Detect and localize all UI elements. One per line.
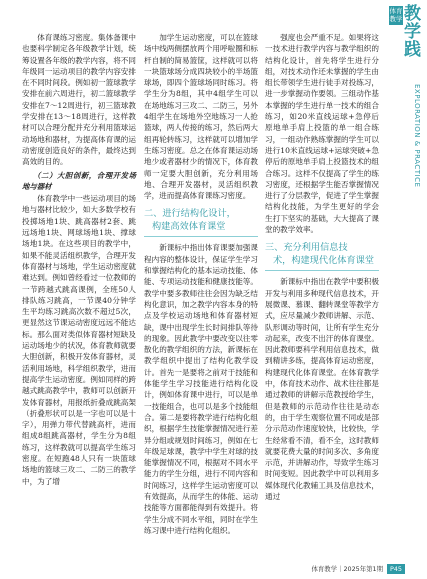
section-heading: [144, 207, 258, 237]
section-heading-line-2: 构建高效体育课堂: [152, 221, 226, 233]
journal-tag: 体育教学: [389, 6, 403, 25]
section-heading: [265, 241, 379, 271]
section-heading-line-2: 术，构建现代化体育课堂: [273, 255, 375, 267]
paragraph: 加学生运动密度，可以在篮球场中线两侧摆放两个用呼啦圈和标杆自制的简易篮筐，这样就可以将一块篮球场分成四块较小的半场篮球场，即四个篮球场同时练习。将学生分为8组，其中4组学生可以在场地练习三攻二、二防三，另外4组学生在场地外空地练习一人抢篮球，两人传接的练习，然后两大组再轮转练习，这样就可以增加学生练习密度。总之在体育课运动场地少或者器材少的情况下，体育教师一定要大胆创新，充分利用场地、合理开发器材，灵活组织教学，进而提高体育课练习密度。: [144, 33, 258, 201]
journal-issue: 体育教学｜2025年第1期: [311, 565, 383, 573]
column-2: [144, 32, 258, 536]
paragraph: 体育教学中一些运动项目的场地与器材比较少，如大多数学校有投掷场地1块、跳高器材2套、跳远场地1块、网球场地1块、撑球场地1块。在这些项目的教学中，如果不能灵活组织教学，合理开发体育器材与场地，学生运动密度就难达到。例如曾经看过一位教师的一节跨越式跳高课例，全班50人排队练习跳高，一节课40分钟学生平均练习跳高次数不超过5次，更显然这节课运动密度远远不能达标。那么面对类似体育器材短缺及运动场地少的状况，体育教师就要大胆创新，积极开发体育器材，灵活利用场地，科学组织教学，进而提高学生运动密度。例如同样的跨越式跳高教学中，教师可以创新开发体育器材，用报纸折叠成跳高架（折叠形状可以是一字也可以是十字），用弹力带代替跳高杆，进而组成8组跳高器材，学生分为8组练习，这样教就可以提高学生练习密度。在短跑48人只有一块篮球场地的篮球三攻二、二防三的教学中，为了增: [22, 194, 136, 486]
section-sidebar: [389, 0, 427, 579]
column-3: [265, 32, 379, 502]
column-1: [22, 32, 136, 487]
paragraph: 体育课练习密度。集体备课中也要科学制定各年级教学计划，统筹设置各年级的教学内容，将不同年级同一运动项目的教学内容安排在不同时间段。例如初一篮球教学安排在前六周进行，初二篮球教学安排在7～12周进行，初三篮球教学安排在13～18周进行，这样教材可以合理分配并充分利用篮球运动场地和器材，为提高体育课的运动密度创造良好的条件，最终达到高效的目的。: [22, 33, 136, 167]
page-footer: [312, 564, 405, 573]
section-title-english: EXPLORATION & PRACTICE: [413, 84, 421, 188]
section-heading-line-1: 二、进行结构化设计，: [144, 208, 236, 220]
paragraph: 新课标中指出体育课要加强课程内容的整体设计，保证学生学习和掌握结构化的基本运动技能、体能、专项运动技能和健康技能等。教学中要多教师往往会因为缺乏结构化意识，加之教学内容本身的特点及学校运动场地和体育器材短缺，课中出现学生长时间排队等待的现象。因此教学中要改变以往零散化的教学组织的方法，新课标在教学组织中提出了结构化教学设计。首先一是要将之前对于技能和体能学生学习技能进行结构化设计，例如体育课中进行，可以是单一技能组合，也可以是多个技能组合。第二是要将教学进行结构化组织，根据学生技能掌握情况进行差异分组或规划时间练习，例如在七年级足球课，教学中学生对球的技能掌握情况不同，根据对不同水平能力的学生分组，进行不同内容和时间练习，这样学生运动密度可以有效提高，从而学生的体能、运动技能等方面都能得到有效提升。将学生分成不同水平组，同时在学生练习课中进行结构化组织。: [144, 243, 258, 535]
paragraph: 强度也会严重不足。如果将这一技术进行教学内容与教学组织的结构化设计，首先将学生进行分组，对技术动作还未掌握的学生由组长带领学生进行徒手对投练习，进一步掌握动作要领。三组动作基本掌握的学生进行单一技术的组合练习，如20米直线运球+急停后原地单手肩上投篮的单一组合练习，一组动作熟练掌握的学生可以进行10米直线运球+运球突破+急停后的原地单手肩上投篮技术的组合练习。这样不仅提高了学生的练习密度，还根据学生能否掌握情况进行了分层教学，促进了学生掌握结构化技能，为学生更好的学会 生打下坚实的基础，大大提高了课堂的教学效率。: [265, 33, 379, 235]
paragraph: 新课标中指出在教学中要积极开发与利用多种现代信息技术，开展微课、慕课、翻转课堂等教学方式，应尽量减少教师讲解、示范、队形调动等时间，让所有学生充分动起来，改变不出汗的体育课堂。因此教师要科学利用信息技术，做到精讲多练，提高体育运动密度，构建现代化体育课堂。在体育教学中，体育技术动作、战术往往都是通过教师的讲解示范教授给学生，但是教师的示范动作往往是动态的，由于学生观察位置不同或是部分示范动作速度较快，比较快，学生经常看不清，看不全，这时教师就要花费大量的时间多次、多角度示范，并讲解动作，导致学生练习时间变短。因此教学中可以利用多媒体现代化教辅工具及信息技术，通过: [265, 277, 379, 501]
subheading: （二）大胆创新，合理开发场地与器材: [22, 170, 136, 191]
section-heading-line-1: 三、充分利用信息技: [265, 242, 348, 254]
section-title: 教学践: [400, 4, 420, 58]
page-number: P45: [387, 564, 405, 574]
